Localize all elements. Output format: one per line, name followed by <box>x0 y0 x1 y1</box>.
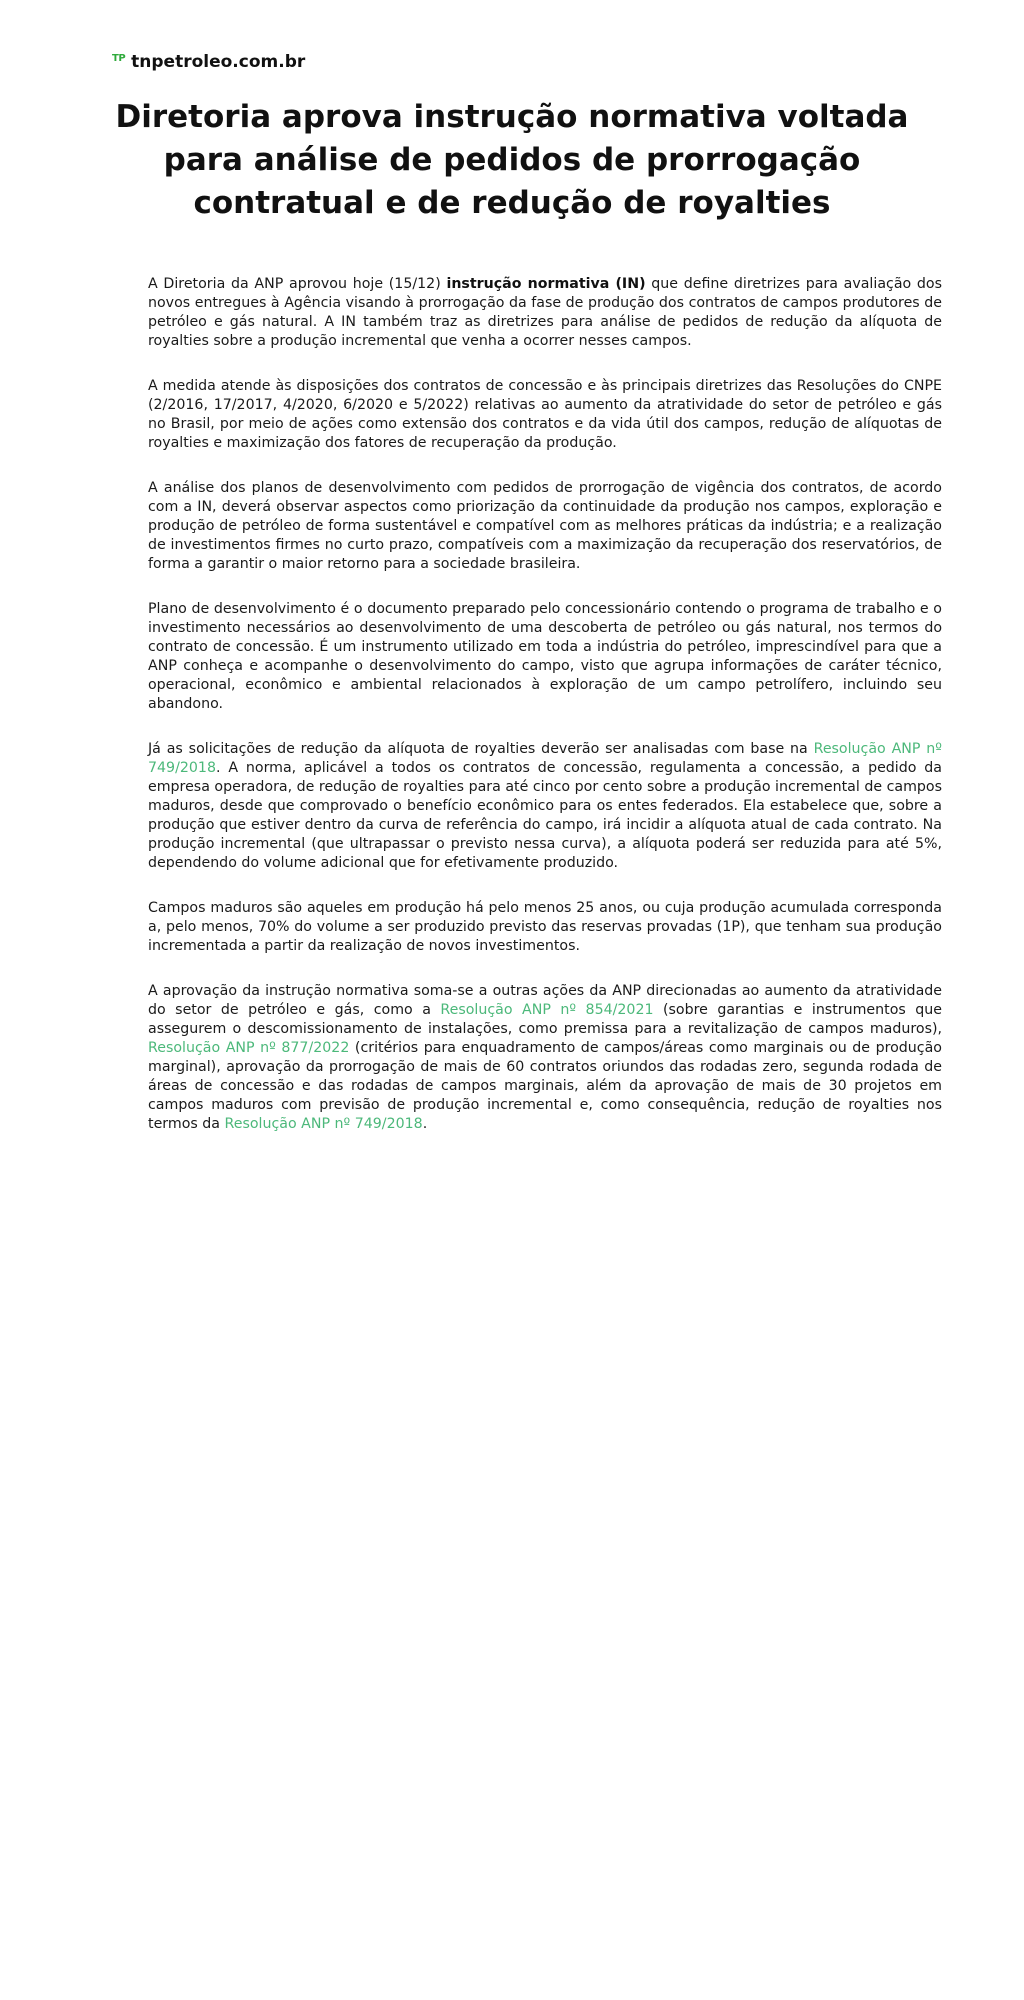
paragraph-1 <box>148 275 942 351</box>
link-resolucao-854-2021[interactable]: Resolução ANP nº 854/2021 <box>440 1002 654 1018</box>
paragraph-1-bold: instrução normativa (IN) <box>446 276 646 292</box>
paragraph-7-text-c: (critérios para enquadramento de campos/áreas como marginais ou de produção marginal), aprovação da prorrogação de mais de 60 contratos oriundos das rodadas zero, segunda rodada de áreas de concessão e das rodadas de campos marginais, além da aprovação de mais de 30 projetos em campos maduros com previsão de produção incremental e, como consequência, redução de royalties nos termos da <box>148 1040 942 1132</box>
link-resolucao-749-2018-footer[interactable]: Resolução ANP nº 749/2018 <box>224 1116 423 1132</box>
link-resolucao-749-2018[interactable]: Resolução ANP nº 749/2018 <box>148 741 942 776</box>
link-resolucao-877-2022[interactable]: Resolução ANP nº 877/2022 <box>148 1040 350 1056</box>
article-title: Diretoria aprova instrução normativa voltada para análise de pedidos de prorrogação contratual e de redução de royalties <box>115 99 909 221</box>
article-body <box>148 275 942 1160</box>
site-logo-icon[interactable]: TP <box>112 53 126 64</box>
paragraph-5 <box>148 740 942 873</box>
paragraph-7 <box>148 982 942 1134</box>
paragraph-7-text-b: (sobre garantias e instrumentos que assegurem o descomissionamento de instalações, como premissa para a revitalização de campos maduros), <box>148 1002 942 1037</box>
paragraph-5-text-b: . A norma, aplicável a todos os contratos de concessão, regulamenta a concessão, a pedido da empresa operadora, de redução de royalties para até cinco por cento sobre a produção incremental de campos maduros, desde que comprovado o benefício econômico para os entes federados. Ela estabelece que, sobre a produção que estiver dentro da curva de referência do campo, irá incidir a alíquota atual de cada contrato. Na produção incremental (que ultrapassar o previsto nessa curva), a alíquota poderá ser reduzida para até 5%, dependendo do volume adicional que for efetivamente produzido. <box>148 760 942 871</box>
paragraph-3: A análise dos planos de desenvolvimento com pedidos de prorrogação de vigência dos contratos, de acordo com a IN, deverá observar aspectos como priorização da continuidade da produção nos campos, exploração e produção de petróleo de forma sustentável e compatível com as melhores práticas da indústria; e a realização de investimentos firmes no curto prazo, compatíveis com a maximização da recuperação dos reservatórios, de forma a garantir o maior retorno para a sociedade brasileira. <box>148 480 942 572</box>
paragraph-7-text-a: A aprovação da instrução normativa soma-se a outras ações da ANP direcionadas ao aumento da atratividade do setor de petróleo e gás, como a <box>148 983 942 1018</box>
paragraph-5-text-a: Já as solicitações de redução da alíquota de royalties deverão ser analisadas com base na <box>148 741 814 757</box>
site-header <box>112 52 305 72</box>
paragraph-7-text-d: . <box>422 1116 428 1132</box>
paragraph-1-text-b: que define diretrizes para avaliação dos novos entregues à Agência visando à prorrogação da fase de produção dos contratos de campos produtores de petróleo e gás natural. A IN também traz as diretrizes para análise de pedidos de redução da alíquota de royalties sobre a produção incremental que venha a ocorrer nesses campos. <box>148 276 942 349</box>
paragraph-4: Plano de desenvolvimento é o documento preparado pelo concessionário contendo o programa de trabalho e o investimento necessários ao desenvolvimento de uma descoberta de petróleo ou gás natural, nos termos do contrato de concessão. É um instrumento utilizado em toda a indústria do petróleo, imprescindível para que a ANP conheça e acompanhe o desenvolvimento do campo, visto que agrupa informações de caráter técnico, operacional, econômico e ambiental relacionados à exploração de um campo petrolífero, incluindo seu abandono. <box>148 601 942 712</box>
site-name[interactable]: tnpetroleo.com.br <box>131 52 306 72</box>
paragraph-6: Campos maduros são aqueles em produção há pelo menos 25 anos, ou cuja produção acumulada corresponda a, pelo menos, 70% do volume a ser produzido previsto das reservas provadas (1P), que tenham sua produção incrementada a partir da realização de novos investimentos. <box>148 900 942 954</box>
paragraph-2: A medida atende às disposições dos contratos de concessão e às principais diretrizes das Resoluções do CNPE (2/2016, 17/2017, 4/2020, 6/2020 e 5/2022) relativas ao aumento da atratividade do setor de petróleo e gás no Brasil, por meio de ações como extensão dos contratos e da vida útil dos campos, redução de alíquotas de royalties e maximização dos fatores de recuperação da produção. <box>148 378 942 451</box>
paragraph-1-text-a: A Diretoria da ANP aprovou hoje (15/12) <box>148 276 447 292</box>
